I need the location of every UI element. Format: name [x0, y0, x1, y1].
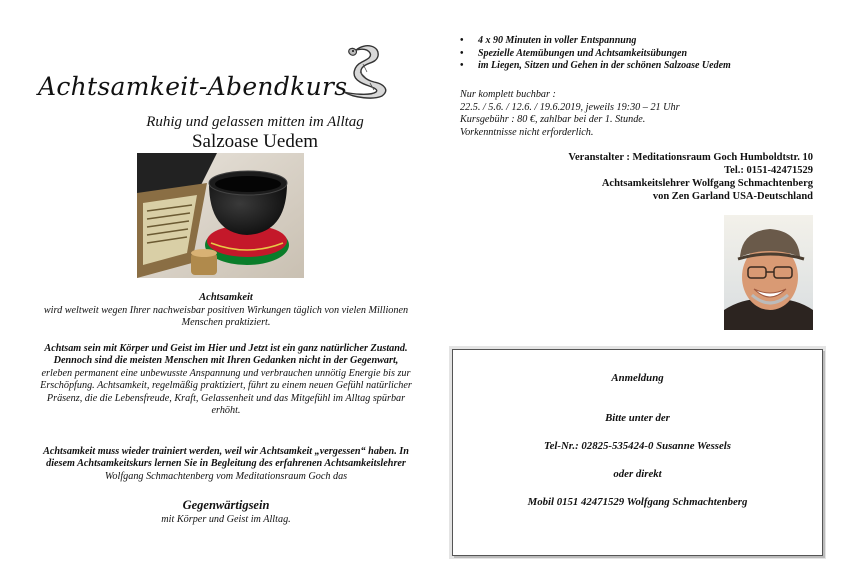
- presence-heading: Gegenwärtigsein: [182, 498, 270, 512]
- section-heading: Achtsamkeit: [199, 292, 253, 303]
- nature-paragraph: [40, 343, 412, 417]
- training-paragraph: [40, 446, 412, 483]
- feature-item-continuation: • im Liegen, Sitzen und Gehen in der schönen Salzoase Uedem: [458, 60, 838, 73]
- course-features-list: [458, 35, 838, 73]
- registration-phone: Tel-Nr.: 02825-535424-0 Susanne Wessels: [544, 440, 731, 452]
- booking-prereq: Vorkenntnisse nicht erforderlich.: [460, 126, 594, 138]
- teacher-portrait-photo: [724, 215, 813, 330]
- registration-mobile: Mobil 0151 42471529 Wolfgang Schmachtenberg: [527, 496, 748, 508]
- cobra-icon: [336, 42, 396, 100]
- intro-paragraph: wird weltweit wegen Ihrer nachweisbar positiven Wirkungen täglich von vielen Millionen Menschen praktiziert.: [43, 305, 409, 329]
- singing-bowl-photo: [137, 153, 304, 278]
- booking-fee: Kursgebühr : 80 €, zahlbar bei der 1. Stunde.: [460, 114, 646, 125]
- organizer-teacher: Achtsamkeitslehrer Wolfgang Schmachtenberg: [601, 178, 813, 189]
- organizer-line: Veranstalter : Meditationsraum Goch Humboldtstr. 10: [568, 152, 813, 163]
- venue-name: Salzoase Uedem: [191, 131, 319, 152]
- training-paragraph-bold: Achtsamkeit muss wieder trainiert werden, weil wir Achtsamkeit „vergessen“ haben. In diesem Achtsamkeitskurs lernen Sie in Begleitung des erfahrenen Achtsamkeitslehrer: [43, 446, 409, 470]
- training-paragraph-rest: Wolfgang Schmachtenberg vom Meditationsraum Goch das: [104, 470, 348, 482]
- booking-info: [460, 89, 840, 139]
- organizer-info: [430, 151, 813, 203]
- nature-paragraph-rest: erleben permanent eine unbewusste Anspannung und verbrauchen unnötig Energie bis zur Erschöpfung. Achtsamkeit, regelmäßig praktiziert, führt zu einem neuen Gefühl natürlicher Präsenz, die die Lebensfreude, Kraft, Gelassenheit und das Mitgefühl im Alltag spürbar erhöht.: [40, 367, 412, 417]
- feature-item: • 4 x 90 Minuten in voller Entspannung: [458, 35, 838, 48]
- booking-line: Nur komplett buchbar :: [460, 89, 556, 100]
- course-title: Achtsamkeit-Abendkurs: [38, 72, 348, 101]
- nature-paragraph-bold: Achtsam sein mit Körper und Geist im Hier und Jetzt ist ein ganz natürlicher Zustand. Dennoch sind die meisten Menschen mit Ihren Gedanken nicht in der Gegenwart,: [44, 343, 408, 367]
- registration-line1: Bitte unter der: [605, 412, 670, 424]
- presence-tail: mit Körper und Geist im Alltag.: [161, 514, 291, 525]
- organizer-phone: Tel.: 0151-42471529: [724, 165, 813, 176]
- booking-dates: 22.5. / 5.6. / 12.6. / 19.6.2019, jeweils 19:30 – 21 Uhr: [460, 101, 680, 113]
- registration-box: [452, 349, 823, 556]
- feature-item: • Spezielle Atemübungen und Achtsamkeitsübungen: [458, 48, 838, 61]
- registration-title: Anmeldung: [611, 372, 664, 384]
- organizer-affiliation: von Zen Garland USA-Deutschland: [652, 191, 813, 202]
- subtitle: Ruhig und gelassen mitten im Alltag: [146, 114, 364, 130]
- registration-line3: oder direkt: [613, 468, 662, 480]
